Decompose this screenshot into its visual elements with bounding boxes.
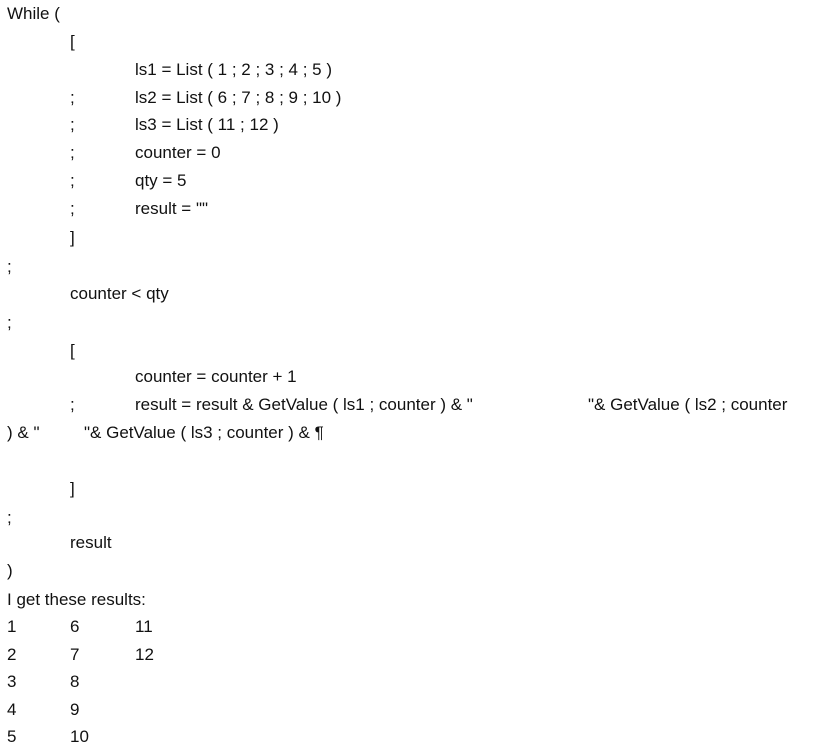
code-while-close: ) [7,561,13,580]
code-result-part2: "& GetValue ( ls2 ; counter [588,395,788,414]
code-def-counter: counter = 0 [135,143,221,162]
code-def-qty: qty = 5 [135,171,187,190]
result-cell: 5 [7,727,17,746]
code-bracket-open: [ [70,341,75,360]
code-semicolon: ; [70,143,75,162]
result-cell: 1 [7,617,17,636]
code-semicolon: ; [7,257,12,276]
code-semicolon: ; [70,88,75,107]
code-increment: counter = counter + 1 [135,367,297,386]
code-def-result: result = "" [135,199,209,218]
code-semicolon: ; [70,199,75,218]
code-def-ls1: ls1 = List ( 1 ; 2 ; 3 ; 4 ; 5 ) [135,60,333,79]
code-bracket-close: ] [70,228,75,247]
code-semicolon: ; [7,508,12,527]
code-semicolon: ; [70,395,75,414]
result-cell: 2 [7,645,17,664]
code-semicolon: ; [70,171,75,190]
result-cell: 3 [7,672,17,691]
code-result-cont-prefix: ) & " [7,423,40,442]
code-bracket-open: [ [70,32,75,51]
code-def-ls2: ls2 = List ( 6 ; 7 ; 8 ; 9 ; 10 ) [135,88,342,107]
result-cell: 7 [70,645,80,664]
result-cell: 4 [7,700,17,719]
result-cell: 6 [70,617,80,636]
code-result-cont: "& GetValue ( ls3 ; counter ) & ¶ [84,423,324,442]
code-bracket-close: ] [70,479,75,498]
result-cell: 11 [135,617,153,636]
intro-text: I get these results: [7,590,146,609]
code-return-value: result [70,533,112,552]
code-condition: counter < qty [70,284,169,303]
result-cell: 9 [70,700,80,719]
result-cell: 10 [70,727,89,746]
code-while-open: While ( [7,4,60,23]
result-cell: 8 [70,672,80,691]
code-result-part1: result = result & GetValue ( ls1 ; counter ) & " [135,395,473,414]
code-semicolon: ; [70,115,75,134]
code-def-ls3: ls3 = List ( 11 ; 12 ) [135,115,279,134]
code-semicolon: ; [7,313,12,332]
result-cell: 12 [135,645,154,664]
